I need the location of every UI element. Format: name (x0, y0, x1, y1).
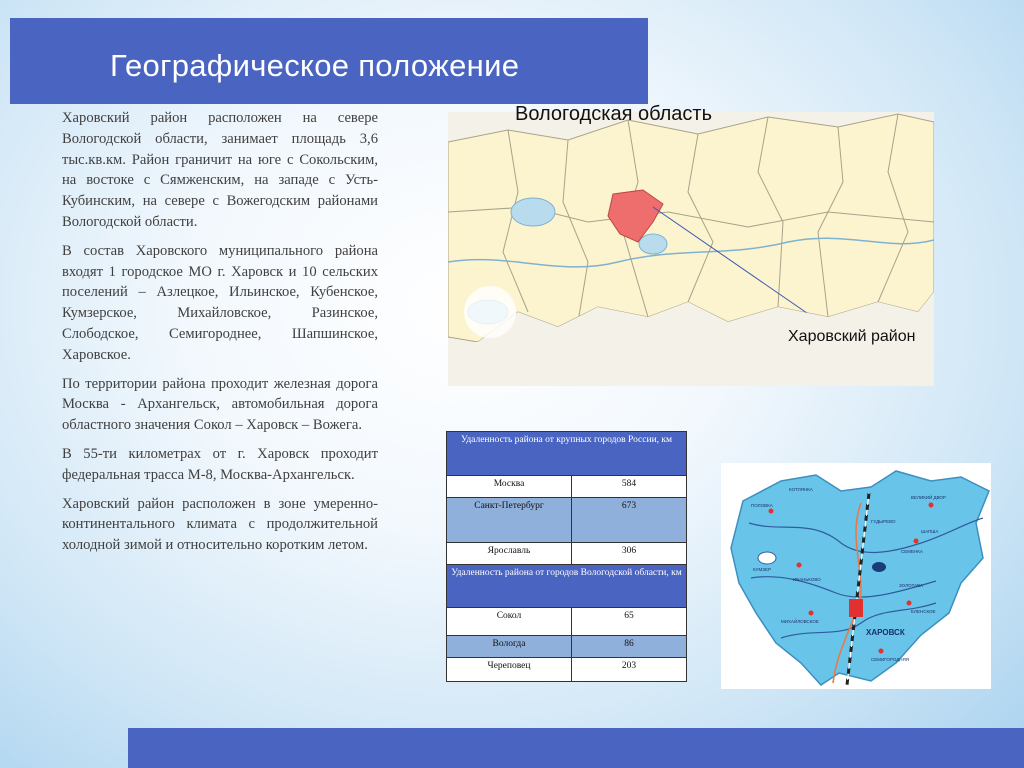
district-map-graphic (721, 463, 991, 689)
region-map-title: Вологодская область (515, 103, 713, 125)
village-dot (769, 509, 774, 514)
km-cell: 584 (572, 476, 687, 498)
paragraph-highway: В 55-ти километрах от г. Харовск проходит федеральная трасса М-8, Москва-Архангельск. (62, 445, 378, 483)
place-label: ПОЛОВКА (751, 503, 773, 508)
city-cell: Вологда (447, 636, 572, 658)
table-header-row (447, 565, 687, 608)
village-dot (929, 503, 934, 508)
table-row (447, 476, 687, 498)
place-label: ГУДЫРЕВО (871, 519, 896, 524)
km-cell: 306 (572, 543, 687, 565)
table-row (447, 543, 687, 565)
map-fade (464, 286, 516, 338)
city-cell: Ярославль (447, 543, 572, 565)
district-map (721, 463, 991, 689)
table-row (447, 636, 687, 658)
place-label: ВЕЛИКИЙ ДВОР (911, 495, 946, 500)
place-label: ЗОЛОТАВА (899, 583, 924, 588)
village-dot (879, 649, 884, 654)
lake-onega (511, 198, 555, 226)
km-cell: 203 (572, 658, 687, 682)
km-cell: 65 (572, 608, 687, 636)
table-row (447, 658, 687, 682)
lake-kubenskoe (639, 234, 667, 254)
village-dot (809, 611, 814, 616)
paragraph-settlements: В состав Харовского муниципального района входят 1 городское МО г. Харовск и 10 сельских поселений – Азлецкое, Ильинское, Кубенское, Кумзерское, Михайловское, Разинское, Слободское, Семигороднее, Шапшинское, Харовское. (62, 242, 378, 363)
lake-small (872, 562, 886, 572)
paragraph-climate: Харовский район расположен в зоне умеренно-континентального климата с продолжительной холодной зимой и относительно коротким летом. (62, 495, 378, 554)
city-cell: Санкт-Петербург (447, 498, 572, 543)
kharovsk-town-marker (849, 599, 863, 617)
km-cell: 86 (572, 636, 687, 658)
paragraph-area: Харовский район расположен на севере Вологодской области, занимает площадь 3,6 тыс.кв.км. Район граничит на юге с Сокольским, на востоке с Сямженским, на западе с Усть-Кубинским, на севере с Вожегодским районами Вологодской области. (62, 110, 378, 230)
place-label: ЕЛЕНСКОЕ (911, 609, 936, 614)
village-dot (797, 563, 802, 568)
page-title: Географическое положение (10, 18, 648, 104)
table-row (447, 498, 687, 543)
table-header-row (447, 432, 687, 476)
place-label: СЕМЕНКА (901, 549, 923, 554)
city-cell: Москва (447, 476, 572, 498)
place-label: СЕМИГОРОДНЯЯ (871, 657, 910, 662)
village-dot (914, 539, 919, 544)
distance-table (446, 431, 687, 682)
lake-kumzero (758, 552, 776, 564)
km-cell: 673 (572, 498, 687, 543)
header-large-cities: Удаленность района от крупных городов России, км (447, 432, 687, 476)
place-label: МИХАЙЛОВСКОЕ (781, 619, 819, 624)
place-label: КУМЗЕР (753, 567, 771, 572)
city-cell: Сокол (447, 608, 572, 636)
description-text (62, 108, 378, 564)
place-label: КОТЛЯНКА (789, 487, 813, 492)
place-label: ИВАНЬКОВО (793, 577, 821, 582)
city-cell: Череповец (447, 658, 572, 682)
footer-bar (128, 728, 1024, 768)
place-label: ШАПША (921, 529, 939, 534)
kharovsk-label: ХАРОВСК (866, 628, 905, 637)
header-region-cities: Удаленность района от городов Вологодской области, км (447, 565, 687, 608)
paragraph-transport: По территории района проходит железная дорога Москва - Архангельск, автомобильная дорога областного значения Сокол – Харовск – Вожега. (62, 375, 378, 434)
table-row (447, 608, 687, 636)
village-dot (907, 601, 912, 606)
district-label: Харовский район (788, 328, 916, 345)
